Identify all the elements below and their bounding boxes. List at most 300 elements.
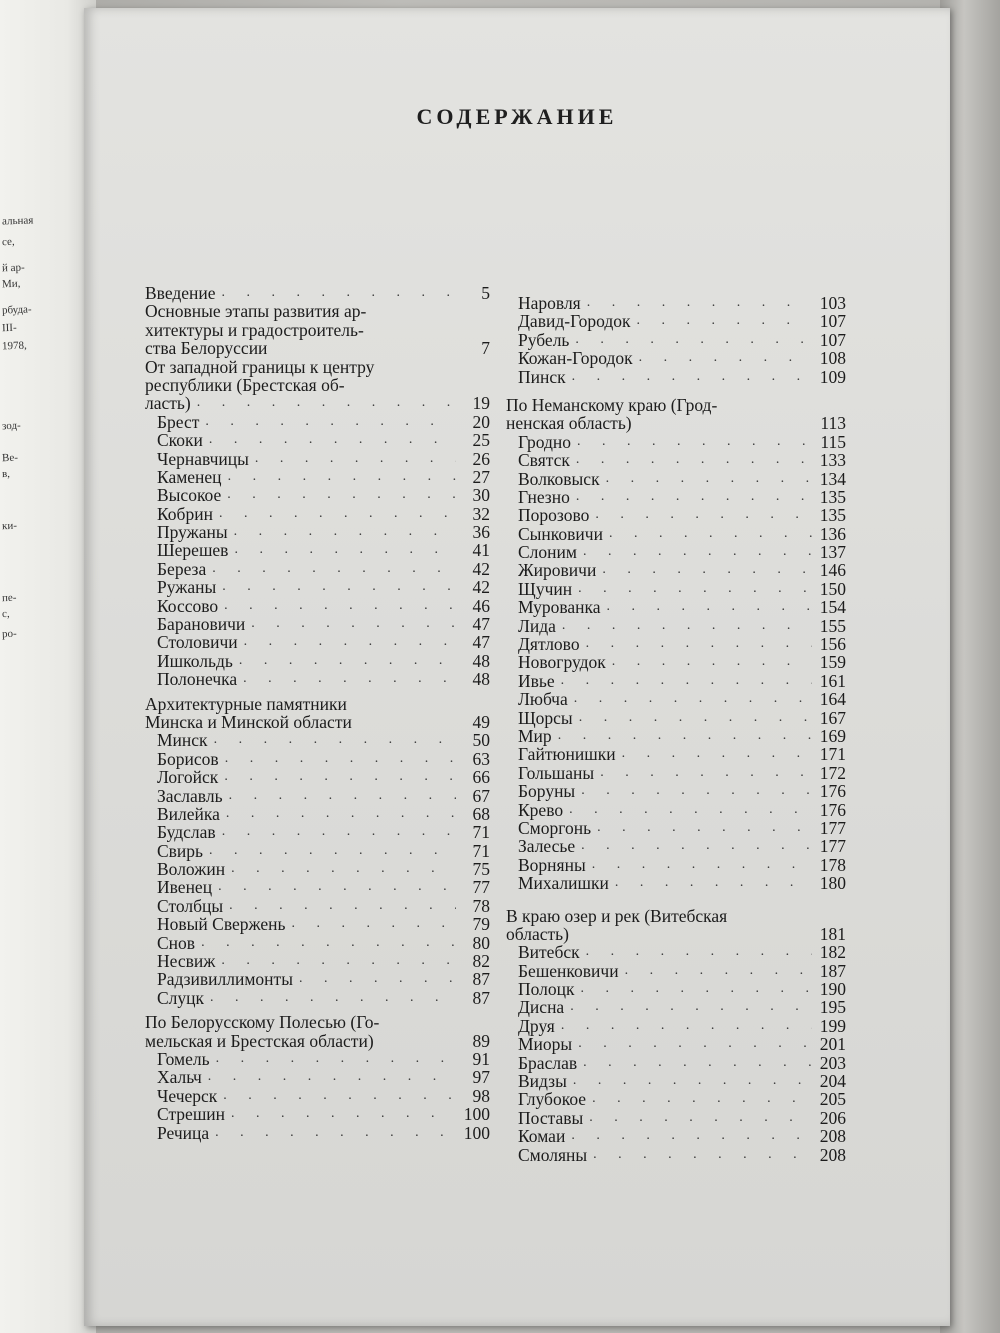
leader-dots [589, 1109, 812, 1127]
toc-section-heading-line [145, 695, 490, 713]
toc-entry[interactable] [145, 1068, 490, 1086]
toc-entry[interactable] [506, 349, 846, 367]
toc-entry-label: Свирь [157, 840, 204, 861]
toc-entry-label: Давид-Городок [518, 311, 631, 332]
toc-left-column [145, 284, 490, 1142]
toc-entry-label: Снов [157, 932, 196, 953]
toc-entry-page: 66 [472, 767, 490, 788]
toc-entry-page: 46 [472, 595, 490, 616]
toc-entry-page: 27 [472, 466, 490, 487]
toc-entry[interactable] [145, 768, 490, 786]
leader-dots [219, 505, 456, 523]
leader-dots [572, 368, 812, 386]
toc-entry-page: 133 [819, 450, 846, 471]
leader-dots [576, 451, 812, 469]
leader-dots [581, 837, 812, 855]
toc-entry-label: Полонечка [157, 669, 238, 690]
leader-dots [570, 998, 812, 1016]
toc-section-heading-line [145, 376, 490, 394]
toc-entry-page: 201 [819, 1034, 846, 1055]
toc-entry[interactable] [506, 433, 846, 451]
toc-entry[interactable] [145, 989, 490, 1007]
toc-entry-label: Сынковичи [518, 523, 603, 544]
leader-dots [215, 1124, 456, 1142]
toc-entry-label: Речица [157, 1122, 210, 1143]
toc-entry[interactable] [506, 672, 846, 690]
leader-dots [231, 1105, 456, 1123]
toc-entry[interactable] [506, 856, 846, 874]
toc-entry-label: Порозово [518, 505, 590, 526]
toc-section [145, 302, 490, 357]
toc-entry-page: 206 [819, 1107, 846, 1128]
leader-dots [208, 1068, 456, 1086]
leader-dots [251, 615, 456, 633]
toc-entry[interactable] [506, 801, 846, 819]
toc-entry-label: Скоки [157, 430, 203, 451]
toc-entry-label: Каменец [157, 466, 222, 487]
leader-dots [606, 470, 812, 488]
toc-section-heading: мельская и Брестская области) [145, 1030, 374, 1051]
toc-entry[interactable] [145, 394, 490, 412]
toc-entry-page: 176 [819, 799, 846, 820]
toc-entry-label: Бешенковичи [518, 960, 619, 981]
toc-entry-page: 47 [472, 614, 490, 635]
toc-entry[interactable] [506, 525, 846, 543]
toc-entry-label: Смоляны [518, 1144, 588, 1165]
toc-entry[interactable] [145, 560, 490, 578]
toc-entry-label: Столбцы [157, 895, 224, 916]
toc-entry[interactable] [145, 523, 490, 541]
toc-entry[interactable] [506, 543, 846, 561]
toc-section-heading-line [506, 414, 846, 432]
toc-entry-label: Столовичи [157, 632, 238, 653]
toc-entry-label: Вилейка [157, 803, 220, 824]
leader-dots [612, 653, 812, 671]
leader-dots [587, 294, 812, 312]
toc-entry[interactable] [506, 506, 846, 524]
toc-entry[interactable] [506, 653, 846, 671]
leader-dots [244, 633, 456, 651]
toc-section-heading-line [506, 907, 846, 925]
toc-entry-label: Боруны [518, 781, 576, 802]
toc-entry[interactable] [145, 486, 490, 504]
toc-entry[interactable] [506, 980, 846, 998]
toc-entry-page: 154 [819, 597, 846, 618]
toc-entry[interactable] [506, 727, 846, 745]
leader-dots [222, 823, 456, 841]
toc-entry[interactable] [506, 782, 846, 800]
toc-entry-page: 136 [819, 523, 846, 544]
leader-dots [581, 782, 812, 800]
toc-entry-label: Лида [518, 615, 556, 636]
toc-entry[interactable] [145, 1087, 490, 1105]
toc-entry[interactable] [506, 1054, 846, 1072]
toc-entry-page: 42 [472, 558, 490, 579]
left-page-text-fragment: альная [1, 214, 34, 228]
leader-dots [558, 727, 812, 745]
toc-entry-label: Гольшаны [518, 762, 595, 783]
left-page-text-fragment: Ве- [1, 451, 19, 465]
leader-dots [569, 801, 812, 819]
toc-entry-page: 71 [472, 840, 490, 861]
toc-section-heading: область) [506, 923, 569, 944]
toc-entry-label: Щучин [518, 578, 573, 599]
toc-entry-page: 91 [472, 1049, 490, 1069]
toc-entry-label: Друя [518, 1015, 555, 1036]
leader-dots [597, 819, 812, 837]
toc-entry-page: 48 [472, 669, 490, 690]
toc-entry[interactable] [145, 284, 490, 302]
toc-entry[interactable] [145, 670, 490, 688]
toc-entry-label: Наровля [518, 292, 581, 313]
toc-entry-page: 187 [819, 960, 846, 981]
toc-entry-label: Витебск [518, 942, 580, 963]
toc-entry[interactable] [506, 331, 846, 349]
toc-entry-label: Ворняны [518, 854, 586, 875]
toc-entry-page: 204 [819, 1071, 846, 1091]
toc-entry-label: Брест [157, 411, 200, 432]
toc-section [506, 396, 846, 893]
toc-entry[interactable] [506, 1017, 846, 1035]
leader-dots [593, 1146, 812, 1164]
toc-entry[interactable] [145, 952, 490, 970]
leader-dots [615, 874, 812, 892]
toc-entry[interactable] [145, 450, 490, 468]
toc-entry-page: 77 [472, 877, 490, 898]
toc-entry[interactable] [506, 1035, 846, 1053]
leader-dots [579, 709, 812, 727]
leader-dots [574, 690, 812, 708]
leader-dots [201, 934, 456, 952]
toc-section-heading: По Неманскому краю (Грод- [506, 394, 718, 415]
toc-entry-page: 164 [819, 689, 846, 710]
leader-dots [622, 745, 812, 763]
toc-entry-label: Ружаны [157, 577, 217, 598]
left-page-text-fragment: й ар- [1, 261, 25, 275]
toc-entry[interactable] [506, 819, 846, 837]
toc-entry-label: Рубель [518, 329, 570, 350]
toc-entry-label: Чернавчицы [157, 448, 249, 469]
toc-entry[interactable] [506, 962, 846, 980]
toc-section [506, 907, 846, 1164]
toc-entry[interactable] [145, 823, 490, 841]
toc-entry-label: Кобрин [157, 503, 213, 524]
toc-entry-page: 172 [819, 762, 846, 783]
toc-entry-page: 169 [819, 725, 846, 746]
toc-entry-page: 25 [472, 430, 490, 451]
toc-section-heading: Минска и Минской области [145, 711, 352, 732]
toc-entry-page: 115 [820, 431, 846, 452]
toc-entry-label: Барановичи [157, 614, 246, 635]
toc-entry-page: 208 [819, 1144, 846, 1165]
toc-entry[interactable] [145, 541, 490, 559]
toc-section-heading-line [506, 925, 846, 943]
toc-entry[interactable] [506, 368, 846, 386]
toc-entry-page: 161 [819, 670, 846, 691]
toc-section-page: 89 [472, 1030, 490, 1051]
toc-entry-label: Новогрудок [518, 652, 606, 673]
toc-entry-page: 135 [819, 505, 846, 526]
leader-dots [221, 952, 456, 970]
toc-entry-page: 32 [472, 503, 490, 524]
toc-section-heading: ненская область) [506, 413, 632, 434]
toc-entry[interactable] [145, 842, 490, 860]
left-page-text-fragment: пе- [1, 591, 17, 605]
toc-entry-label: Полоцк [518, 979, 575, 1000]
toc-entry-page: 167 [819, 707, 846, 728]
toc-entry-label: Минск [157, 730, 208, 751]
toc-entry[interactable] [145, 970, 490, 988]
toc-entry-page: 199 [819, 1015, 846, 1036]
toc-entry-label: Святск [518, 450, 570, 471]
toc-entry-label: Стрешин [157, 1104, 226, 1125]
toc-entry-page: 100 [463, 1122, 490, 1143]
toc-section [145, 1013, 490, 1142]
left-page-fragment [0, 0, 96, 1333]
toc-section-heading-line [145, 1032, 490, 1050]
toc-entry[interactable] [506, 470, 846, 488]
toc-section-heading-line [145, 358, 490, 376]
leader-dots [592, 856, 812, 874]
toc-entry[interactable] [506, 1072, 846, 1090]
toc-entry-page: 190 [819, 979, 846, 1000]
toc-entry-page: 107 [819, 311, 846, 332]
toc-right-column [506, 284, 846, 1164]
toc-entry-label: Гродно [518, 431, 572, 452]
toc-entry[interactable] [506, 561, 846, 579]
toc-entry[interactable] [145, 468, 490, 486]
toc-entry[interactable] [145, 915, 490, 933]
toc-entry-page: 19 [472, 393, 490, 414]
toc-entry[interactable] [506, 745, 846, 763]
toc-entry-label: Пружаны [157, 522, 228, 543]
toc-entry-page: 177 [819, 836, 846, 857]
toc-entry-page: 63 [472, 748, 490, 769]
toc-entry-label: Новый Свержень [157, 914, 286, 935]
leader-dots [218, 878, 456, 896]
toc-entry-label: Мир [518, 725, 552, 746]
toc-entry[interactable] [506, 598, 846, 616]
toc-entry[interactable] [145, 934, 490, 952]
toc-entry[interactable] [145, 578, 490, 596]
leader-dots [205, 413, 456, 431]
toc-entry[interactable] [145, 860, 490, 878]
toc-entry-label: Ивье [518, 670, 555, 691]
left-page-text-fragment: ро- [1, 627, 17, 641]
left-page-text-fragment: ки- [1, 519, 18, 533]
leader-dots [592, 1090, 812, 1108]
toc-entry[interactable] [506, 1090, 846, 1108]
toc-entry[interactable] [506, 312, 846, 330]
leader-dots [581, 980, 812, 998]
left-page-text-fragment: в, [1, 467, 11, 481]
toc-section-heading: По Белорусскому Полесью (Го- [145, 1012, 380, 1033]
toc-entry[interactable] [145, 1050, 490, 1068]
toc-entry-label: Волковыск [518, 468, 600, 489]
leader-dots [234, 541, 456, 559]
toc-entry-page: 208 [819, 1126, 846, 1147]
toc-entry-label: Слоним [518, 542, 577, 563]
toc-entry[interactable] [145, 633, 490, 651]
toc-entry-label: Несвиж [157, 951, 216, 972]
leader-dots [223, 1087, 456, 1105]
toc-entry[interactable] [506, 998, 846, 1016]
toc-entry[interactable] [145, 413, 490, 431]
toc-entry[interactable] [506, 294, 846, 312]
toc-entry-label: Поставы [518, 1107, 584, 1128]
toc-entry-page: 20 [472, 411, 490, 432]
toc-entry-label: Будслав [157, 822, 216, 843]
toc-entry-page: 195 [819, 997, 846, 1018]
toc-entry-page: 155 [819, 615, 846, 636]
toc-entry-page: 78 [472, 895, 490, 916]
leader-dots [209, 431, 456, 449]
toc-entry-page: 137 [819, 542, 846, 563]
toc-entry[interactable] [145, 652, 490, 670]
toc-section-page: 181 [819, 923, 846, 944]
leader-dots [234, 523, 456, 541]
leader-dots [583, 543, 812, 561]
toc-entry[interactable] [506, 617, 846, 635]
leader-dots [625, 962, 812, 980]
toc-entry-page: 82 [472, 951, 490, 972]
toc-entry-page: 98 [472, 1085, 490, 1106]
toc-entry-page: 103 [819, 292, 846, 313]
toc-entry-page: 41 [472, 540, 490, 561]
toc-entry-label: Радзивиллимонты [157, 969, 293, 990]
leader-dots [225, 750, 456, 768]
leader-dots [243, 670, 456, 688]
leader-dots [607, 598, 812, 616]
toc-entry-label: Гайтюнишки [518, 744, 616, 765]
toc-entry-label: Кожан-Городок [518, 348, 633, 369]
toc-entry-page: 205 [819, 1089, 846, 1110]
toc-entry-page: 178 [819, 854, 846, 875]
left-page-text-fragment: зод- [1, 419, 21, 433]
leader-dots [222, 578, 456, 596]
toc-entry-page: 80 [472, 932, 490, 953]
toc-entry-label: Пинск [518, 366, 566, 387]
toc-entry-label: Видзы [518, 1071, 567, 1091]
leader-dots [291, 915, 456, 933]
toc-entry-label: Береза [157, 558, 207, 579]
toc-entry-page: 150 [819, 578, 846, 599]
leader-dots [561, 1017, 812, 1035]
toc-entry-label: Коссово [157, 595, 219, 616]
toc-entry-label: Комаи [518, 1126, 566, 1147]
toc-entry[interactable] [506, 837, 846, 855]
toc-entry[interactable] [145, 597, 490, 615]
left-page-text-fragment: 1978, [1, 339, 27, 353]
leader-dots [197, 394, 456, 412]
toc-section-page: 113 [820, 413, 846, 434]
leader-dots [586, 635, 812, 653]
toc-entry[interactable] [145, 787, 490, 805]
toc-entry[interactable] [506, 1146, 846, 1164]
toc-entry-page: 107 [819, 329, 846, 350]
leader-dots [226, 805, 456, 823]
toc-entry-page: 26 [472, 448, 490, 469]
toc-entry-label: Щорсы [518, 707, 573, 728]
leader-dots [571, 1127, 812, 1145]
toc-entry[interactable] [506, 709, 846, 727]
toc-entry-page: 75 [472, 859, 490, 880]
toc-entry-page: 50 [472, 730, 490, 751]
leader-dots [637, 312, 812, 330]
toc-entry-page: 203 [819, 1052, 846, 1073]
toc-entry-label: Мурованка [518, 597, 601, 618]
toc-entry[interactable] [506, 874, 846, 892]
toc-entry-page: 177 [819, 817, 846, 838]
toc-entry[interactable] [506, 1109, 846, 1127]
toc-entry[interactable] [145, 1124, 490, 1142]
leader-dots [227, 486, 456, 504]
toc-entry[interactable] [506, 488, 846, 506]
toc-entry-page: 100 [463, 1104, 490, 1125]
toc-entry-page: 134 [819, 468, 846, 489]
toc-entry[interactable] [145, 615, 490, 633]
toc-entry[interactable] [506, 635, 846, 653]
toc-entry[interactable] [506, 1127, 846, 1145]
toc-entry[interactable] [145, 1105, 490, 1123]
toc-entry[interactable] [145, 731, 490, 749]
leader-dots [212, 560, 456, 578]
toc-entry[interactable] [145, 750, 490, 768]
toc-entry-page: 159 [819, 652, 846, 673]
toc-entry[interactable] [145, 897, 490, 915]
toc-entry-page: 182 [819, 942, 846, 963]
toc-entry-page: 108 [819, 348, 846, 369]
toc-section-heading: хитектуры и градостроитель- [145, 319, 364, 340]
leader-dots [231, 860, 456, 878]
toc-entry[interactable] [145, 431, 490, 449]
toc-entry-label: Высокое [157, 485, 222, 506]
leader-dots [583, 1054, 812, 1072]
toc-section-heading: От западной границы к центру [145, 356, 375, 377]
leader-dots [586, 943, 812, 961]
toc-entry-label: Ишкольдь [157, 650, 233, 671]
toc-entry[interactable] [506, 943, 846, 961]
leader-dots [209, 842, 456, 860]
toc-entry-page: 135 [819, 486, 846, 507]
toc-entry[interactable] [145, 505, 490, 523]
toc-entry[interactable] [145, 879, 490, 897]
toc-section [506, 294, 846, 386]
toc-section-heading-line [145, 1013, 490, 1031]
toc-entry-label: Заславль [157, 785, 223, 806]
toc-entry-label: Хальч [157, 1067, 202, 1088]
toc-section-heading: В краю озер и рек (Витебская [506, 905, 728, 926]
toc-entry[interactable] [506, 764, 846, 782]
toc-entry[interactable] [506, 580, 846, 598]
leader-dots [639, 349, 812, 367]
leader-dots [609, 525, 812, 543]
leader-dots [602, 561, 812, 579]
toc-entry[interactable] [506, 451, 846, 469]
toc-entry-page: 180 [819, 873, 846, 894]
toc-entry-label: Крево [518, 799, 564, 820]
leader-dots [576, 488, 812, 506]
toc-entry-label: Дисна [518, 997, 565, 1018]
toc-entry-page: 67 [472, 785, 490, 806]
leader-dots [577, 433, 812, 451]
page-title: СОДЕРЖАНИЕ [416, 104, 618, 129]
toc-entry[interactable] [145, 805, 490, 823]
toc-entry-label: Любча [518, 689, 568, 710]
toc-entry-label: Чечерск [157, 1085, 218, 1106]
leader-dots [595, 506, 812, 524]
toc-entry[interactable] [506, 690, 846, 708]
